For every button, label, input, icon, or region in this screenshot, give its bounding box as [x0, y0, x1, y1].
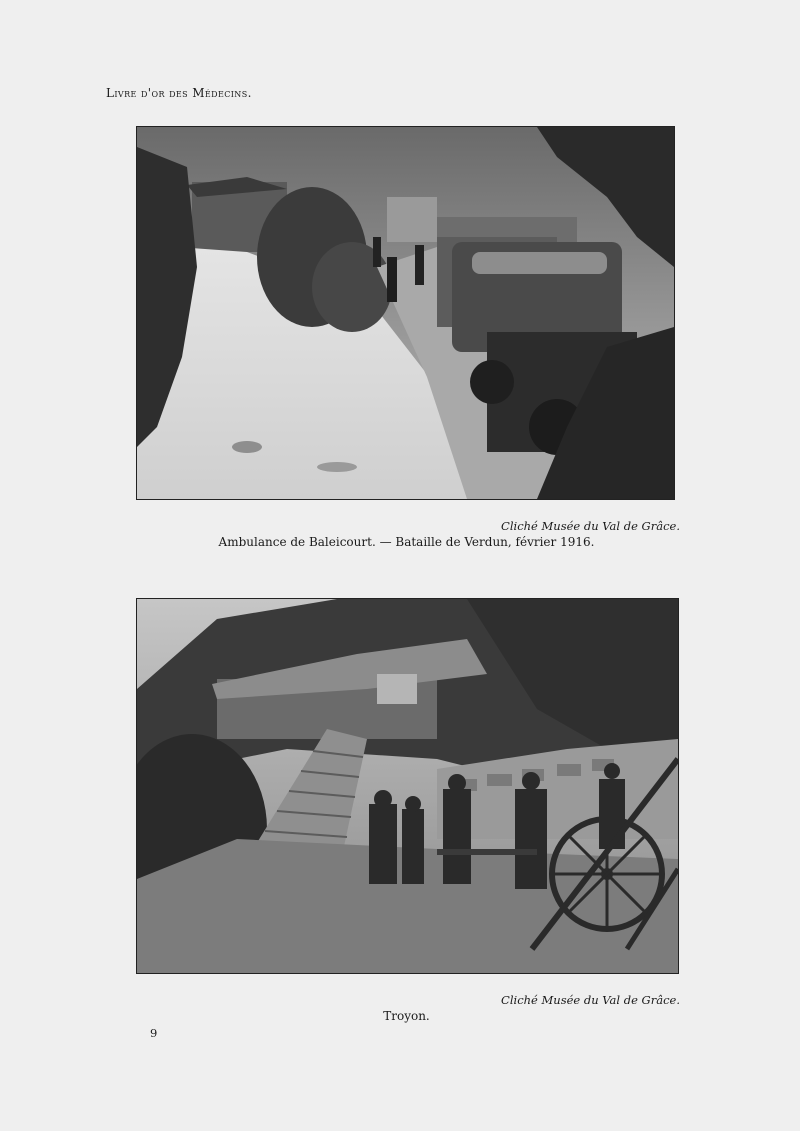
- photo-caption: Ambulance de Baleicourt. — Bataille de Verdun, février 1916.: [218, 535, 595, 549]
- photo-credit: Cliché Musée du Val de Grâce.: [501, 519, 680, 533]
- running-head: Livre d'or des Médecins.: [106, 86, 252, 100]
- photo-ambulance-baleicourt: [136, 126, 675, 500]
- photo-caption: Troyon.: [383, 1009, 430, 1023]
- page-number: 9: [150, 1026, 158, 1040]
- photo-credit: Cliché Musée du Val de Grâce.: [501, 993, 680, 1007]
- photo-troyon: [136, 598, 679, 974]
